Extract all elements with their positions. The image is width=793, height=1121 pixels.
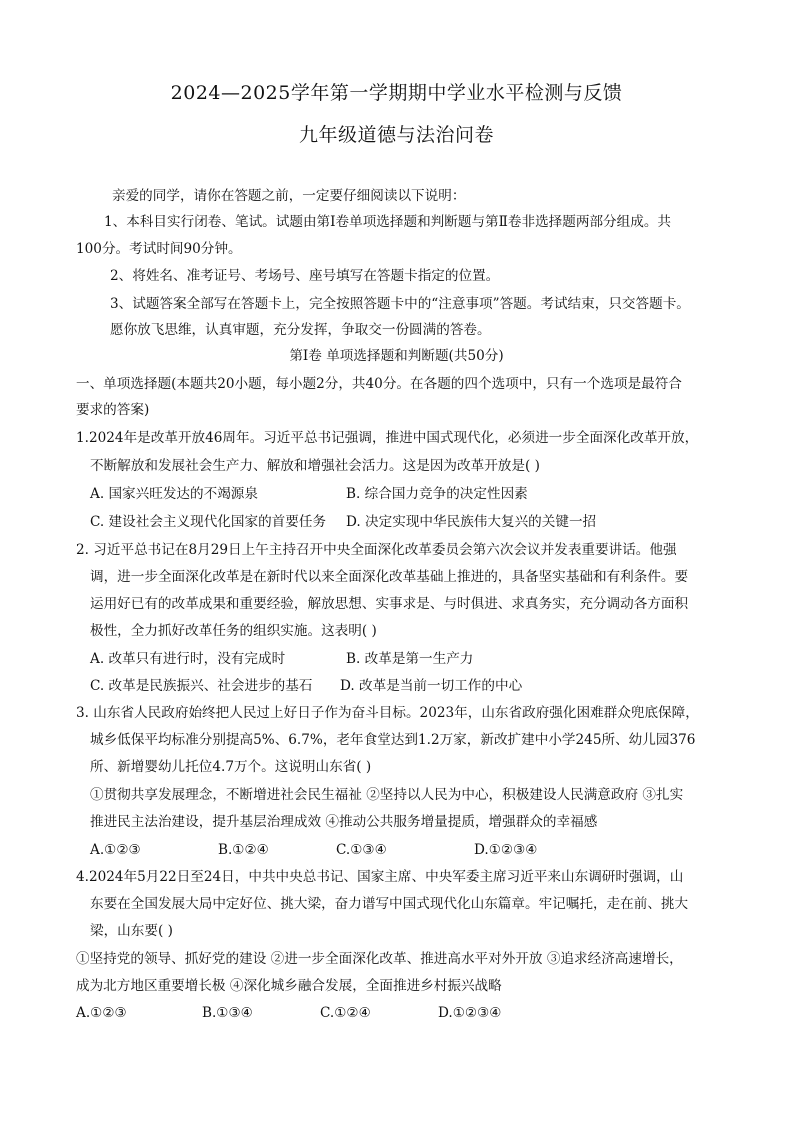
- intro-rule-3: 3、试题答案全部写在答题卡上，完全按照答题卡中的“注意事项”答题。考试结束，只交答题卡。: [110, 296, 690, 312]
- question-1-options-row1: [90, 484, 730, 506]
- intro-wish: 愿你放飞思维，认真审题，充分发挥，争取交一份圆满的答卷。: [110, 322, 491, 338]
- question-1-options-row2: [90, 512, 730, 534]
- question-4-options: [76, 1003, 716, 1025]
- question-2-stem: 2. 习近平总书记在8月29日上午主持召开中央全面深化改革委员会第六次会议并发表重要讲话。他强: [76, 542, 677, 558]
- q4-option-d: D.①②③④: [438, 1005, 502, 1021]
- part-instruction: 一、单项选择题(本题共20小题，每小题2分，共40分。在各题的四个选项中，只有一个选项是最符合: [76, 376, 682, 392]
- intro-rule-1: 1、本科目实行闭卷、笔试。试题由第Ⅰ卷单项选择题和判断题与第Ⅱ卷非选择题两部分组成。共: [104, 214, 672, 230]
- q1-option-c: C. 建设社会主义现代化国家的首要任务: [90, 514, 327, 530]
- question-2-stem-cont-1: 调，进一步全面深化改革是在新时代以来全面深化改革基础上推进的，具备坚实基础和有利条件。要: [90, 569, 689, 585]
- q1-option-a: A. 国家兴旺发达的不竭源泉: [90, 486, 258, 502]
- q4-option-b: B.①③④: [202, 1005, 253, 1021]
- question-2-options-row2: [90, 676, 730, 698]
- q4-option-a: A.①②③: [76, 1005, 127, 1021]
- question-1-stem: 1.2024年是改革开放46周年。习近平总书记强调，推进中国式现代化，必须进一步全面深化改革开放，: [76, 430, 699, 446]
- question-3-statements: ①贯彻共享发展理念，不断增进社会民生福祉 ②坚持以人民为中心，积极建设人民满意政府 ③扎实: [90, 787, 684, 803]
- q1-option-b: B. 综合国力竞争的决定性因素: [346, 486, 528, 502]
- question-3-stem: 3. 山东省人民政府始终把人民过上好日子作为奋斗目标。2023年，山东省政府强化困难群众兜底保障，: [76, 705, 699, 721]
- q2-option-b: B. 改革是第一生产力: [346, 651, 474, 667]
- question-3-statements-cont: 推进民主法治建设，提升基层治理成效 ④推动公共服务增量提质，增强群众的幸福感: [90, 814, 598, 830]
- intro-rule-1-cont: 100分。考试时间90分钟。: [76, 241, 242, 257]
- q4-option-c: C.①②④: [320, 1005, 371, 1021]
- question-3-stem-cont-2: 所、新增婴幼儿托位4.7万个。这说明山东省( ): [90, 759, 372, 775]
- question-4-stem: 4.2024年5月22日至24日，中共中央总书记、国家主席、中央军委主席习近平来山东调研时强调，山: [76, 869, 684, 885]
- q3-option-b: B.①②④: [218, 842, 269, 858]
- question-3-options: [90, 840, 730, 862]
- q3-option-c: C.①③④: [336, 842, 387, 858]
- question-4-stem-cont-1: 东要在全国发展大局中定好位、挑大梁，奋力谱写中国式现代化山东篇章。牢记嘱托，走在前、挑大: [90, 896, 689, 912]
- question-4-stem-cont-2: 梁，山东要( ): [90, 923, 173, 939]
- question-4-statements: ①坚持党的领导、抓好党的建设 ②进一步全面深化改革、推进高水平对外开放 ③追求经济高速增长，: [76, 951, 683, 967]
- question-2-stem-cont-2: 运用好已有的改革成果和重要经验，解放思想、实事求是、与时俱进、求真务实，充分调动各方面积: [90, 596, 689, 612]
- question-1-stem-cont: 不断解放和发展社会生产力、解放和增强社会活力。这是因为改革开放是( ): [90, 458, 540, 474]
- q2-option-a: A. 改革只有进行时，没有完成时: [90, 651, 286, 667]
- part-instruction-cont: 要求的答案): [76, 402, 150, 418]
- q3-option-d: D.①②③④: [474, 842, 538, 858]
- question-2-options-row1: [90, 649, 730, 671]
- question-3-stem-cont-1: 城乡低保平均标准分别提高5%、6.7%，老年食堂达到1.2万家，新改扩建中小学245所、幼儿园376: [90, 732, 696, 748]
- exam-subtitle: 九年级道德与法治问卷: [298, 124, 494, 146]
- exam-title: 2024—2025学年第一学期期中学业水平检测与反馈: [170, 82, 623, 104]
- q2-option-d: D. 改革是当前一切工作的中心: [340, 678, 523, 694]
- q3-option-a: A.①②③: [90, 842, 141, 858]
- q1-option-d: D. 决定实现中华民族伟大复兴的关键一招: [346, 514, 597, 530]
- section-title: 第Ⅰ卷 单项选择题和判断题(共50分): [289, 348, 504, 364]
- intro-rule-2: 2、将姓名、准考证号、考场号、座号填写在答题卡指定的位置。: [110, 268, 500, 284]
- question-2-stem-cont-3: 极性，全力抓好改革任务的组织实施。这表明( ): [90, 623, 377, 639]
- question-4-statements-cont: 成为北方地区重要增长极 ④深化城乡融合发展，全面推进乡村振兴战略: [76, 978, 502, 994]
- q2-option-c: C. 改革是民族振兴、社会进步的基石: [90, 678, 313, 694]
- intro-greeting: 亲爱的同学，请你在答题之前，一定要仔细阅读以下说明：: [112, 188, 466, 204]
